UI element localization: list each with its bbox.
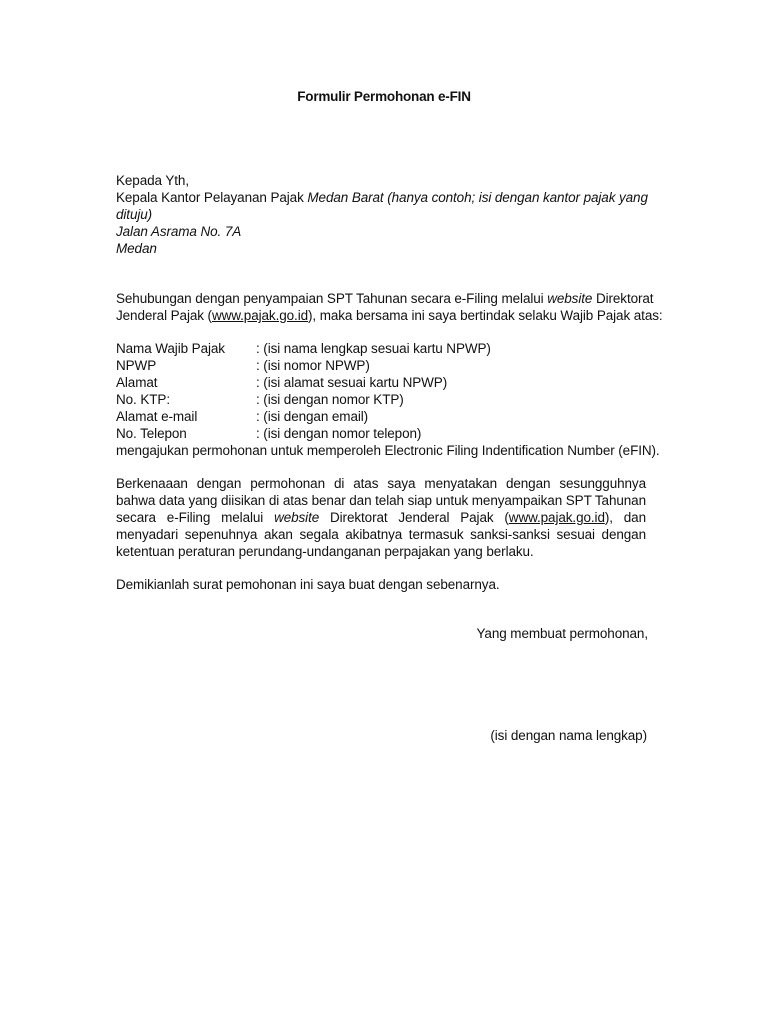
field-label-nama: Nama Wajib Pajak [116,341,225,356]
recipient-address-line [116,223,646,240]
intro-line-1 [116,290,654,307]
recipient-block [116,172,646,257]
recipient-city-line [116,240,646,257]
field-row [116,425,646,442]
field-value-nama: : (isi nama lengkap sesuai kartu NPWP) [256,341,491,356]
field-value-ktp: : (isi dengan nomor KTP) [256,392,404,407]
recipient-city: Medan [116,241,157,256]
field-value-telepon: : (isi dengan nomor telepon) [256,426,422,441]
intro-text-2: Direktorat [592,291,654,306]
document-title: Formulir Permohonan e-FIN [297,89,471,104]
recipient-office-prefix: Kepala Kantor Pelayanan Pajak [116,190,308,205]
field-row [116,408,646,425]
field-row [116,340,646,357]
taxpayer-fields [116,340,660,459]
field-row [116,357,646,374]
field-value-npwp: : (isi nomor NPWP) [256,358,370,373]
intro-text-1: Sehubungan dengan penyampaian SPT Tahunan secara e-Filing melalui [116,291,548,306]
field-label-ktp: No. KTP: [116,392,170,407]
field-value-alamat: : (isi alamat sesuai kartu NPWP) [256,375,448,390]
field-label-alamat: Alamat [116,375,158,390]
intro-paragraph [116,290,663,324]
field-row [116,391,646,408]
field-label-telepon: No. Telepon [116,426,187,441]
recipient-office-name: Medan Barat (hanya contoh; isi dengan kantor pajak yang [307,190,648,205]
intro-text-4: ), maka bersama ini saya bertindak selaku Wajib Pajak atas: [308,308,663,323]
pajak-website-link[interactable]: www.pajak.go.id [211,308,309,323]
statement-text-2: Direktorat Jenderal Pajak ( [319,510,509,525]
field-row [116,374,646,391]
recipient-office-continued: dituju) [116,207,153,222]
statement-text-3: ), dan menyadari sepenuhnya akan segala akibatnya termasuk sanksi-sanksi sesuai dengan ketentuan peraturan perundang-undanganan perpajakan yang berlaku. [116,510,646,559]
intro-line-2 [116,307,663,324]
pajak-website-link[interactable]: www.pajak.go.id [508,510,605,525]
statement-website-word: website [274,510,320,525]
statement-paragraph [116,475,646,560]
statement-text-1: Berkenaaan dengan permohonan di atas saya menyatakan dengan sesungguhnya bahwa data yang diisikan di atas benar dan telah siap untuk menyampaikan SPT Tahunan secara e-Filing melalui [116,476,646,525]
field-label-npwp: NPWP [116,358,157,373]
recipient-office-line-2 [116,206,646,223]
signature-name: (isi dengan nama lengkap) [490,728,647,743]
recipient-address: Jalan Asrama No. 7A [116,224,242,239]
field-value-email: : (isi dengan email) [256,409,369,424]
recipient-greeting: Kepada Yth, [116,173,189,188]
closing-paragraph: Demikianlah surat pemohonan ini saya buat dengan sebenarnya. [116,577,500,592]
intro-text-3: Jenderal Pajak ( [116,308,212,323]
recipient-office-line [116,189,646,206]
signature-label: Yang membuat permohonan, [476,626,648,641]
request-text: mengajukan permohonan untuk memperoleh Electronic Filing Indentification Number (eFIN). [116,443,660,458]
field-label-email: Alamat e-mail [116,409,198,424]
intro-website-word: website [547,291,593,306]
